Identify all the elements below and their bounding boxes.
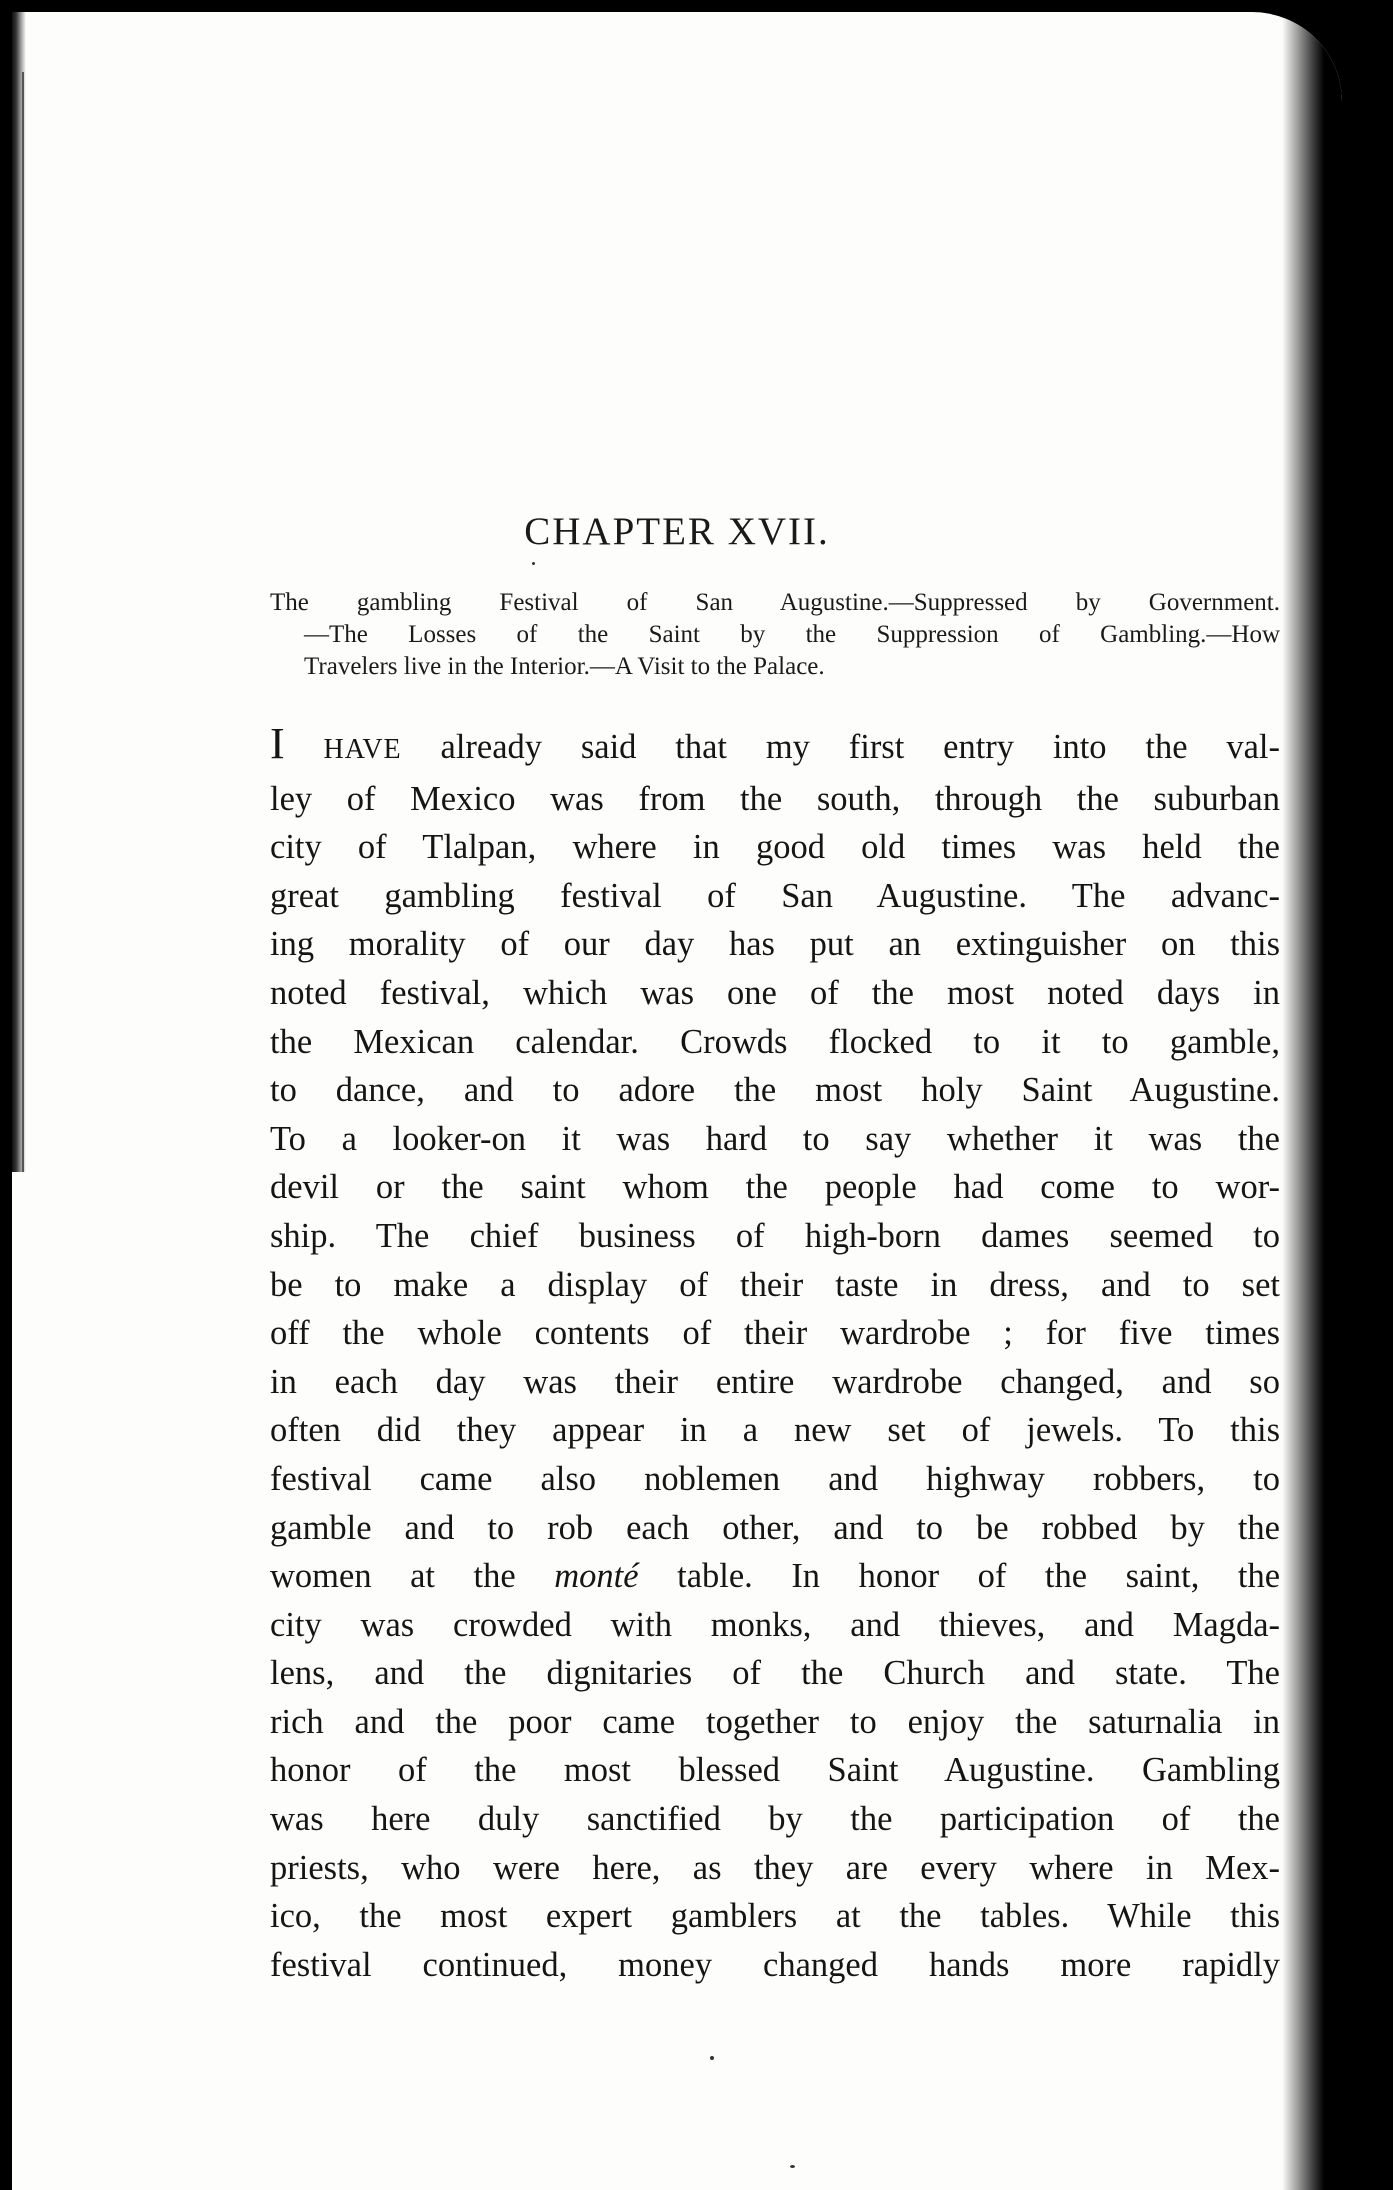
monte-line-after: table. In honor of the saint, the: [677, 1557, 1281, 1596]
body-line: ing morality of our day has put an extinguisher on this: [270, 925, 1280, 964]
body-line: city was crowded with monks, and thieves, and Magda-: [270, 1605, 1280, 1644]
body-line: city of Tlalpan, where in good old times was held the: [270, 828, 1280, 867]
scan-speck: [710, 2056, 714, 2060]
italic-word: monté: [554, 1557, 639, 1596]
body-line-1-rest: already said that my first entry into the val-: [440, 728, 1281, 766]
chapter-title: CHAPTER XVII.: [524, 510, 830, 553]
page-binding-line: [22, 72, 24, 1172]
scan-speck: [532, 562, 535, 565]
chapter-summary: [270, 587, 1280, 683]
monte-line-before: women at the: [270, 1557, 516, 1596]
body-line: devil or the saint whom the people had come to wor-: [270, 1168, 1280, 1207]
body-line: lens, and the dignitaries of the Church and state. The: [270, 1654, 1280, 1693]
book-page: [12, 12, 1342, 2190]
body-line: to dance, and to adore the most holy Saint Augustine.: [270, 1071, 1280, 1110]
scan-speck: [790, 2165, 795, 2168]
body-line: the Mexican calendar. Crowds flocked to it to gamble,: [270, 1022, 1280, 1061]
drop-cap: I: [270, 719, 285, 768]
body-line: priests, who were here, as they are every where in Mex-: [270, 1848, 1280, 1887]
body-line: off the whole contents of their wardrobe ; for five times: [270, 1314, 1280, 1353]
body-line-monte: [270, 1552, 1280, 1601]
body-line: great gambling festival of San Augustine. The advanc-: [270, 876, 1280, 915]
body-line: often did they appear in a new set of jewels. To this: [270, 1411, 1280, 1450]
small-caps-word: HAVE: [323, 734, 402, 765]
body-line: noted festival, which was one of the most noted days in: [270, 973, 1280, 1012]
page-scan-shadow: [1282, 12, 1342, 2190]
body-line: be to make a display of their taste in dress, and to set: [270, 1265, 1280, 1304]
body-line: ico, the most expert gamblers at the tables. While this: [270, 1897, 1280, 1936]
body-line: honor of the most blessed Saint Augustine. Gambling: [270, 1751, 1280, 1790]
body-line: ship. The chief business of high-born dames seemed to: [270, 1216, 1280, 1255]
body-line: festival came also noblemen and highway robbers, to: [270, 1459, 1280, 1498]
body-line: rich and the poor came together to enjoy the saturnalia in: [270, 1702, 1280, 1741]
summary-line-3: Travelers live in the Interior.—A Visit to the Palace.: [304, 653, 825, 680]
body-line: in each day was their entire wardrobe changed, and so: [270, 1362, 1280, 1401]
body-line: was here duly sanctified by the participation of the: [270, 1800, 1280, 1839]
body-line: ley of Mexico was from the south, through the suburban: [270, 779, 1280, 818]
body-line: gamble and to rob each other, and to be robbed by the: [270, 1508, 1280, 1547]
body-line: festival continued, money changed hands more rapidly: [270, 1945, 1280, 1984]
summary-line-2: —The Losses of the Saint by the Suppression of Gambling.—How: [304, 621, 1280, 648]
body-text: [270, 720, 1280, 1989]
body-line: To a looker-on it was hard to say whether it was the: [270, 1119, 1280, 1158]
summary-line-1: The gambling Festival of San Augustine.—Suppressed by Government.: [270, 589, 1280, 616]
body-line-1: [270, 720, 1280, 775]
